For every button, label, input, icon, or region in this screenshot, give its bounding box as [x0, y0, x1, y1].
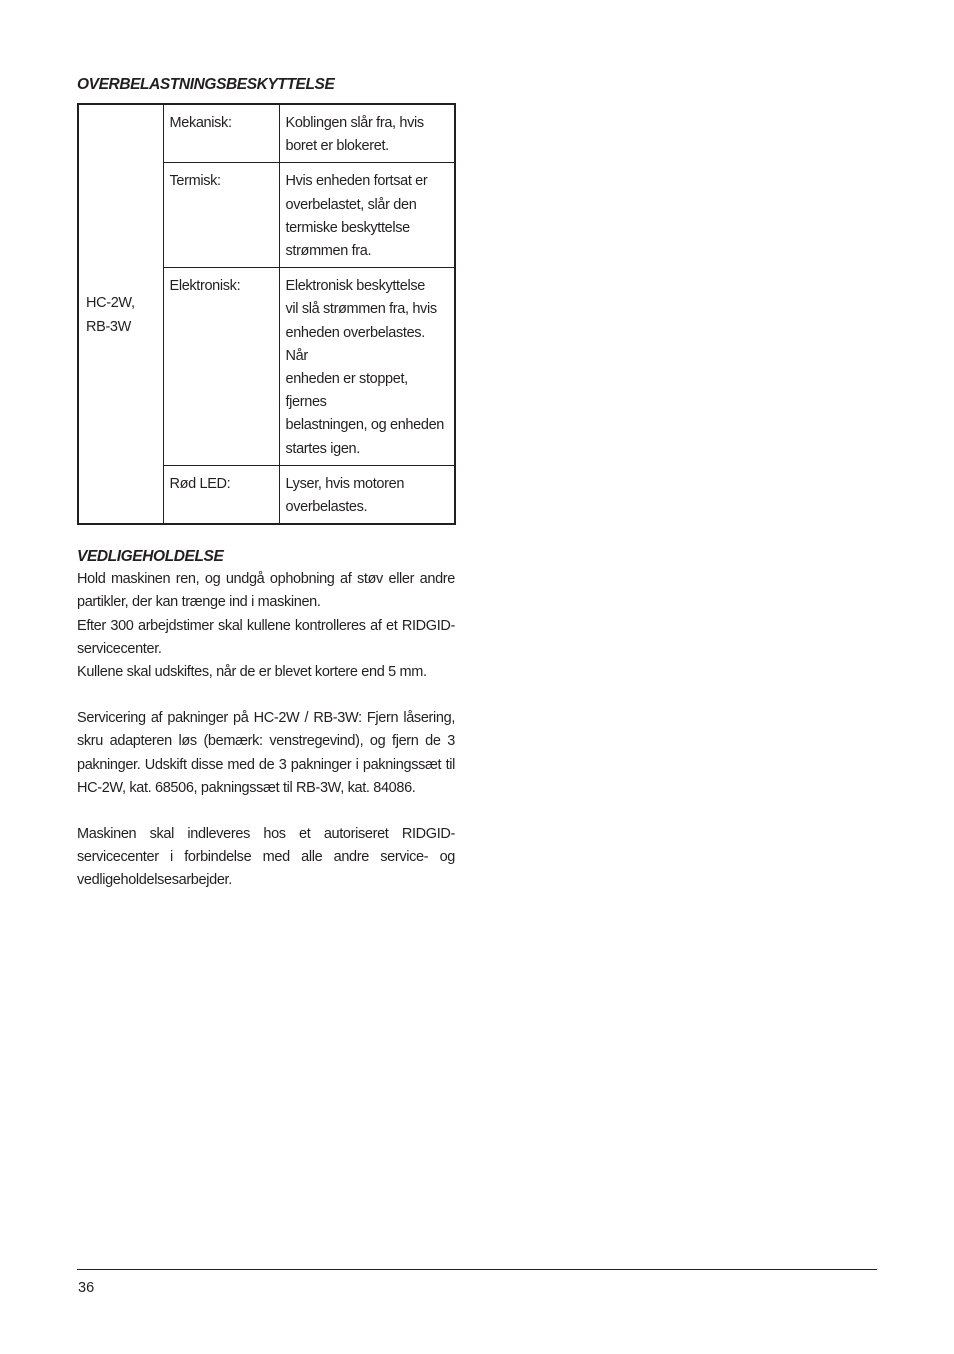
protection-type-cell: Rød LED:: [163, 465, 279, 524]
protection-type-cell: Elektronisk:: [163, 268, 279, 466]
footer-divider: [77, 1269, 877, 1270]
protection-description-cell: Hvis enheden fortsat er overbelastet, slår den termiske beskyttelse strømmen fra.: [279, 163, 455, 268]
maintenance-heading: VEDLIGEHOLDELSE: [77, 548, 224, 566]
maintenance-section: [77, 546, 455, 892]
maintenance-paragraph: Hold maskinen ren, og undgå ophobning af støv eller andre partikler, der kan trænge ind i maskinen.: [77, 571, 455, 611]
protection-type-cell: Mekanisk:: [163, 104, 279, 163]
protection-description-cell: Lyser, hvis motoren overbelastes.: [279, 465, 455, 524]
page-content: [77, 74, 455, 893]
model-cell: HC-2W, RB-3W: [78, 104, 163, 524]
overload-protection-table: [77, 103, 456, 525]
protection-type-cell: Termisk:: [163, 163, 279, 268]
protection-description-cell: Koblingen slår fra, hvis boret er blokeret.: [279, 104, 455, 163]
overload-protection-heading: OVERBELASTNINGSBESKYTTELSE: [77, 76, 335, 93]
protection-description-cell: Elektronisk beskyttelse vil slå strømmen fra, hvis enheden overbelastes. Når enheden er stoppet, fjernes belastningen, og enheden startes igen.: [279, 268, 455, 466]
service-center-paragraph: Maskinen skal indleveres hos et autoriseret RIDGID-servicecenter i forbindelse med alle andre service- og vedligeholdelsesarbejder.: [77, 826, 455, 889]
table-row: [78, 104, 455, 163]
maintenance-paragraph: Kullene skal udskiftes, når de er blevet kortere end 5 mm.: [77, 664, 427, 681]
page-number: 36: [78, 1280, 95, 1296]
gasket-service-paragraph: Servicering af pakninger på HC-2W / RB-3W: Fjern låsering, skru adapteren løs (bemærk: venstregevind), og fjern de 3 pakninger. Udskift disse med de 3 pakninger i pakningssæt til HC-2W, kat. 68506, pakningssæt til RB-3W, kat. 84086.: [77, 710, 455, 796]
maintenance-paragraph: Efter 300 arbejdstimer skal kullene kontrolleres af et RIDGID-servicecenter.: [77, 617, 455, 657]
